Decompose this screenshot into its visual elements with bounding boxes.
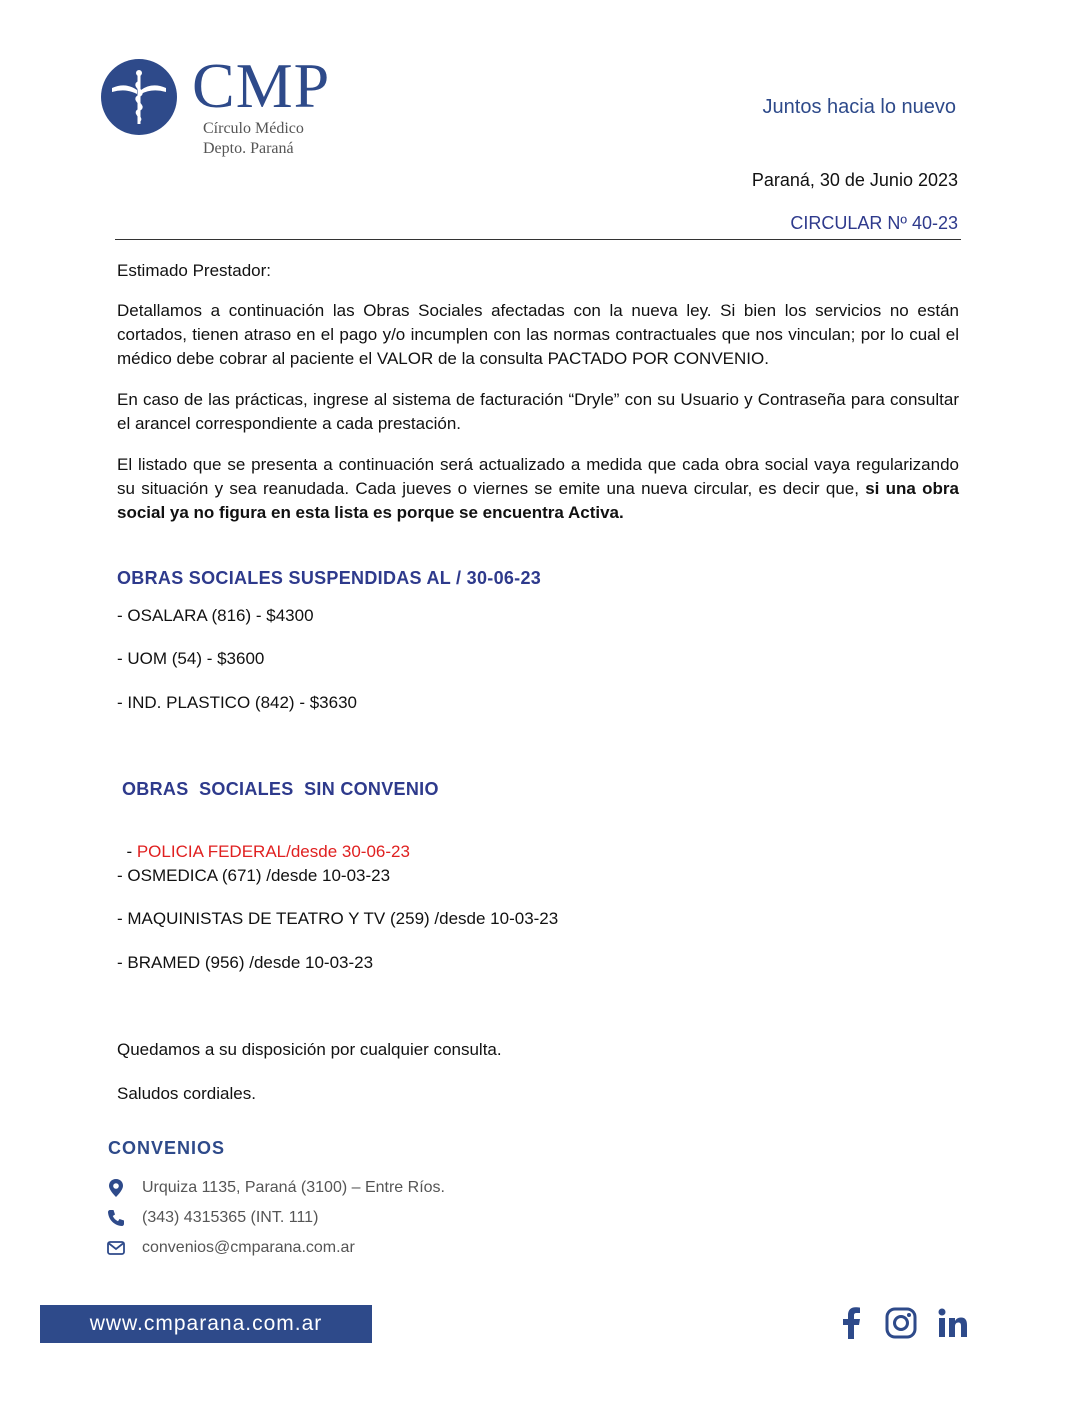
logo-text: CMP	[192, 50, 331, 121]
list-item: - OSMEDICA (671) /desde 10-03-23	[117, 866, 391, 885]
paragraph-3-text: El listado que se presenta a continuación será actualizado a medida que cada obra social vaya regularizando su situación y sea reanudada. Cada jueves o viernes se emite una nueva circular, es decir que,	[117, 455, 959, 498]
list-item: - IND. PLASTICO (842) - $3630	[117, 693, 357, 712]
website-link[interactable]: www.cmparana.com.ar	[89, 1312, 323, 1335]
document-date: Paraná, 30 de Junio 2023	[751, 170, 958, 190]
facebook-icon[interactable]	[836, 1305, 866, 1341]
paragraph-1: Detallamos a continuación las Obras Sociales afectadas con la nueva ley. Si bien los servicios no están cortados, tienen atraso en el pago y/o incumplen con las normas contractuales que nos vinculan; por lo cual el médico debe cobrar al paciente el VALOR de la consulta PACTADO POR CONVENIO.	[117, 301, 959, 368]
instagram-icon[interactable]	[883, 1305, 919, 1341]
greeting: Estimado Prestador:	[117, 261, 272, 280]
circular-number: CIRCULAR Nº 40-23	[790, 213, 958, 233]
list-item: - BRAMED (956) /desde 10-03-23	[117, 953, 374, 972]
website-bar[interactable]	[40, 1305, 372, 1343]
list-item: - MAQUINISTAS DE TEATRO Y TV (259) /desde 10-03-23	[117, 909, 559, 928]
section-title-suspendidas: OBRAS SOCIALES SUSPENDIDAS AL / 30-06-23	[117, 568, 542, 588]
tagline: Juntos hacia lo nuevo	[762, 96, 956, 118]
list-item-dash: -	[126, 842, 137, 861]
header-divider	[115, 239, 961, 240]
linkedin-icon[interactable]	[935, 1305, 971, 1341]
location-pin-icon	[106, 1178, 126, 1198]
list-item-text: POLICIA FEDERAL/desde 30-06-23	[136, 842, 410, 861]
closing-line: Quedamos a su disposición por cualquier consulta.	[117, 1040, 502, 1059]
phone-icon	[106, 1208, 126, 1228]
section-title-sin-convenio: OBRAS SOCIALES SIN CONVENIO	[122, 779, 439, 799]
mail-icon	[106, 1238, 126, 1258]
contact-email	[106, 1238, 355, 1258]
contact-address	[106, 1178, 445, 1198]
logo-subtitle-2: Depto. Paraná	[203, 140, 294, 157]
paragraph-3-bold: si una obra social ya no figura en esta lista es porque se encuentra Activa.	[117, 479, 959, 522]
footer-title: CONVENIOS	[108, 1138, 226, 1158]
address-text: Urquiza 1135, Paraná (3100) – Entre Ríos.	[142, 1179, 445, 1196]
paragraph-3	[117, 453, 959, 525]
list-item: - OSALARA (816) - $4300	[117, 606, 314, 625]
phone-text: (343) 4315365 (INT. 111)	[142, 1209, 319, 1226]
list-item-highlighted	[117, 822, 410, 862]
logo-subtitle-1: Círculo Médico	[203, 120, 304, 137]
closing-salutation: Saludos cordiales.	[117, 1084, 256, 1103]
list-item: - UOM (54) - $3600	[117, 649, 265, 668]
email-link[interactable]: convenios@cmparana.com.ar	[142, 1239, 355, 1256]
paragraph-2: En caso de las prácticas, ingrese al sistema de facturación “Dryle” con su Usuario y Contraseña para consultar el arancel correspondiente a cada prestación.	[117, 390, 959, 433]
contact-phone	[106, 1208, 318, 1228]
cmp-logo-emblem	[100, 58, 178, 136]
